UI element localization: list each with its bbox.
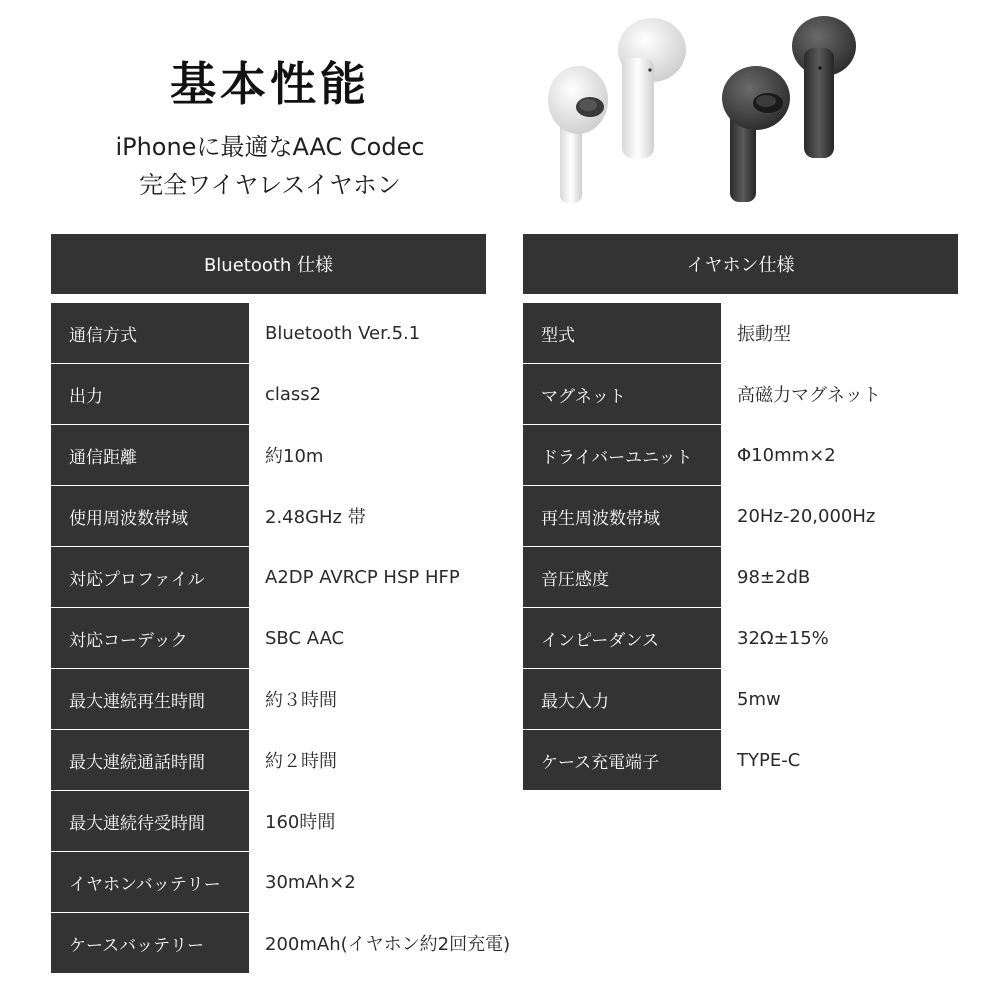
spec-row	[523, 486, 993, 547]
spec-label: イヤホンバッテリー	[51, 852, 249, 912]
spec-label: ケースバッテリー	[51, 913, 249, 973]
spec-row	[523, 425, 993, 486]
spec-value: 160時間	[265, 812, 336, 833]
spec-row	[51, 913, 521, 974]
black-earbud-back	[792, 16, 856, 158]
spec-row	[523, 730, 993, 791]
white-earbud-back	[618, 18, 686, 158]
spec-value: 30mAh×2	[265, 871, 356, 893]
spec-row	[523, 547, 993, 608]
spec-label: 使用周波数帯域	[51, 486, 249, 546]
earbuds-product-image	[530, 8, 890, 208]
spec-row	[523, 608, 993, 669]
spec-row	[523, 669, 993, 730]
subtitle-line-2: 完全ワイヤレスイヤホン	[139, 171, 401, 199]
page-title: 基本性能	[170, 57, 370, 111]
spec-label: ドライバーユニット	[523, 425, 721, 485]
spec-value: 200mAh(イヤホン約2回充電)	[265, 934, 511, 955]
spec-label: 型式	[523, 303, 721, 363]
spec-value: 32Ω±15%	[737, 627, 829, 649]
spec-row	[523, 364, 993, 425]
spec-label: 最大入力	[523, 669, 721, 729]
spec-value: 高磁力マグネット	[737, 385, 881, 406]
spec-row	[51, 608, 521, 669]
spec-row	[51, 303, 521, 364]
earphone-spec-header: イヤホン仕様	[523, 234, 958, 294]
spec-label: 通信方式	[51, 303, 249, 363]
spec-row	[51, 730, 521, 791]
spec-row	[51, 486, 521, 547]
white-earbud-front	[548, 66, 608, 203]
spec-row	[51, 364, 521, 425]
spec-value: 約10m	[265, 446, 324, 467]
spec-value: 98±2dB	[737, 566, 811, 588]
spec-value: Φ10mm×2	[737, 444, 836, 466]
spec-value: A2DP AVRCP HSP HFP	[265, 566, 460, 588]
spec-label: マグネット	[523, 364, 721, 424]
spec-value: class2	[265, 383, 322, 405]
spec-row	[51, 669, 521, 730]
spec-label: 対応コーデック	[51, 608, 249, 668]
spec-row	[51, 852, 521, 913]
spec-row	[523, 303, 993, 364]
page-subtitle	[70, 128, 470, 204]
spec-value: TYPE-C	[737, 749, 801, 771]
spec-value: Bluetooth Ver.5.1	[265, 322, 421, 344]
spec-row	[51, 791, 521, 852]
spec-value: 約３時間	[265, 690, 337, 711]
spec-value: 2.48GHz 帯	[265, 507, 366, 528]
spec-value: 20Hz-20,000Hz	[737, 505, 876, 527]
spec-row	[51, 425, 521, 486]
spec-value: 振動型	[737, 324, 791, 345]
spec-label: 最大連続通話時間	[51, 730, 249, 790]
spec-value: 約２時間	[265, 751, 337, 772]
spec-label: インピーダンス	[523, 608, 721, 668]
spec-label: 通信距離	[51, 425, 249, 485]
spec-label: 音圧感度	[523, 547, 721, 607]
spec-label: ケース充電端子	[523, 730, 721, 790]
subtitle-line-1: iPhoneに最適なAAC Codec	[115, 133, 425, 161]
spec-value: SBC AAC	[265, 627, 345, 649]
spec-value: 5mw	[737, 688, 781, 710]
spec-label: 対応プロファイル	[51, 547, 249, 607]
spec-label: 最大連続待受時間	[51, 791, 249, 851]
spec-row	[51, 547, 521, 608]
spec-label: 再生周波数帯域	[523, 486, 721, 546]
spec-label: 出力	[51, 364, 249, 424]
spec-label: 最大連続再生時間	[51, 669, 249, 729]
bluetooth-spec-header: Bluetooth 仕様	[51, 234, 486, 294]
black-earbud-front	[722, 66, 790, 202]
